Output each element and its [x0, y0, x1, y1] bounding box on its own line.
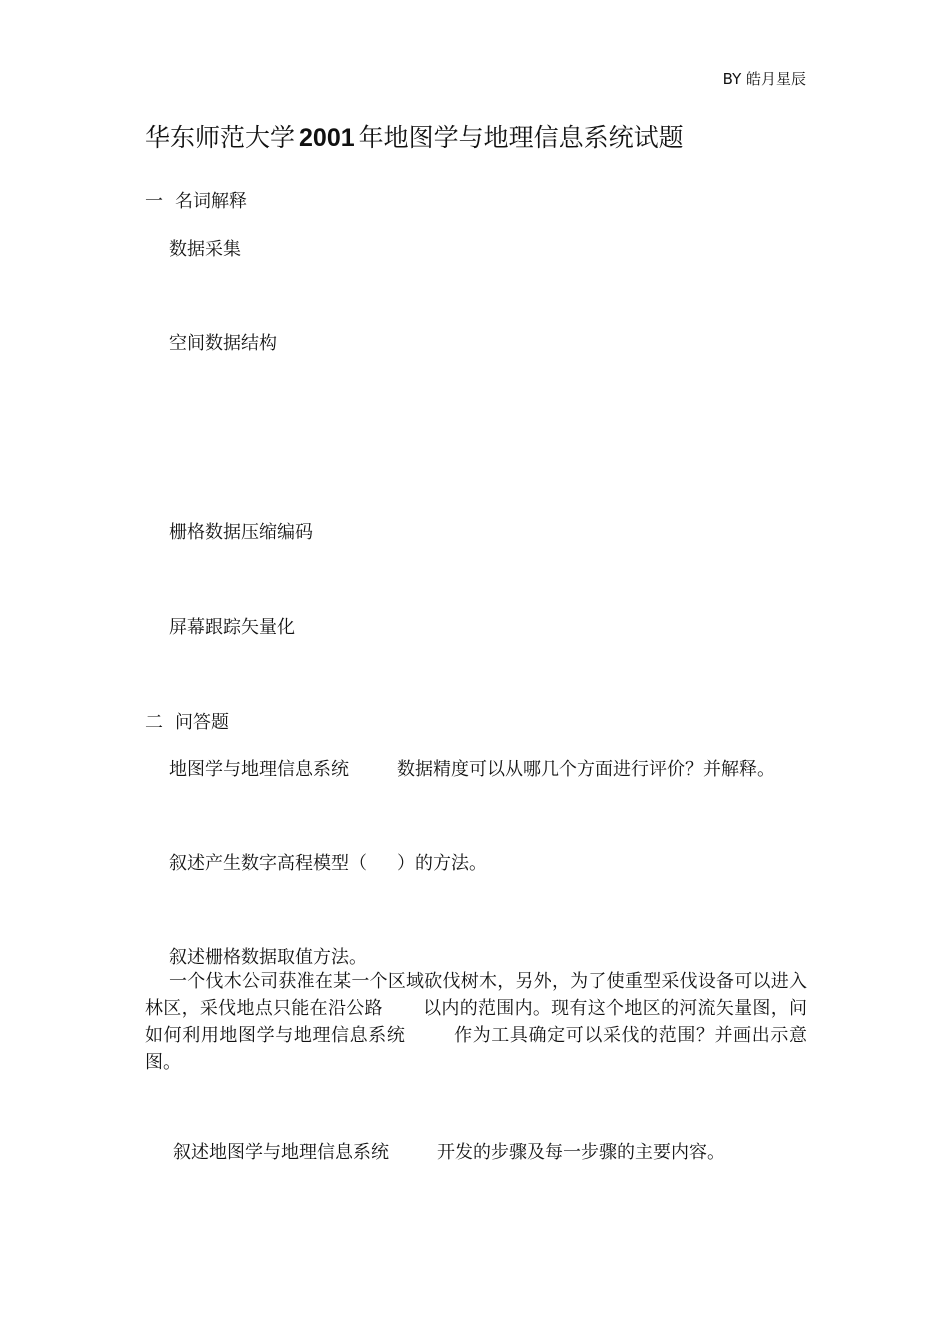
title-suffix: 年地图学与地理信息系统试题 — [358, 123, 684, 152]
title-year: 2001 — [299, 124, 355, 152]
question-text: 作为工具确定可以采伐的范围？并画出示意图。 — [145, 1025, 807, 1073]
term-item: 空间数据结构 — [169, 333, 277, 354]
section-heading-terms — [145, 187, 247, 213]
term-item: 栅格数据压缩编码 — [169, 522, 313, 543]
question-item — [169, 755, 775, 781]
question-text: 数据精度可以从哪几个方面进行评价？并解释。 — [397, 759, 775, 780]
section-number: 二 — [145, 712, 163, 733]
section-label: 问答题 — [175, 712, 229, 733]
section-number: 一 — [145, 191, 163, 212]
question-paragraph — [145, 968, 807, 1076]
title-prefix: 华东师范大学 — [145, 123, 296, 152]
section-heading-questions — [145, 708, 229, 734]
question-item: 叙述栅格数据取值方法。 — [169, 947, 367, 968]
question-text: ）的方法。 — [397, 853, 487, 874]
question-item — [173, 1138, 725, 1164]
term-item: 数据采集 — [169, 239, 241, 260]
question-text: 开发的步骤及每一步骤的主要内容。 — [437, 1142, 725, 1163]
question-text: 叙述产生数字高程模型（ — [169, 853, 367, 874]
section-label: 名词解释 — [175, 191, 247, 212]
term-item: 屏幕跟踪矢量化 — [169, 617, 295, 638]
question-item — [169, 849, 487, 875]
question-text: 以内的范围内。现有这个地区的河流矢量图，问如何利用地图学与地理信息系统 — [145, 998, 808, 1046]
question-text: 一个伐木公司获准在某一个区域砍伐树木，另外，为了使重型采伐设备可以进入林区，采伐地点只能在沿公路 — [145, 971, 807, 1019]
author-header: BY 皓月星辰 — [722, 70, 806, 88]
page-title — [145, 118, 684, 154]
question-text: 地图学与地理信息系统 — [169, 759, 349, 780]
question-text: 叙述地图学与地理信息系统 — [173, 1142, 389, 1163]
